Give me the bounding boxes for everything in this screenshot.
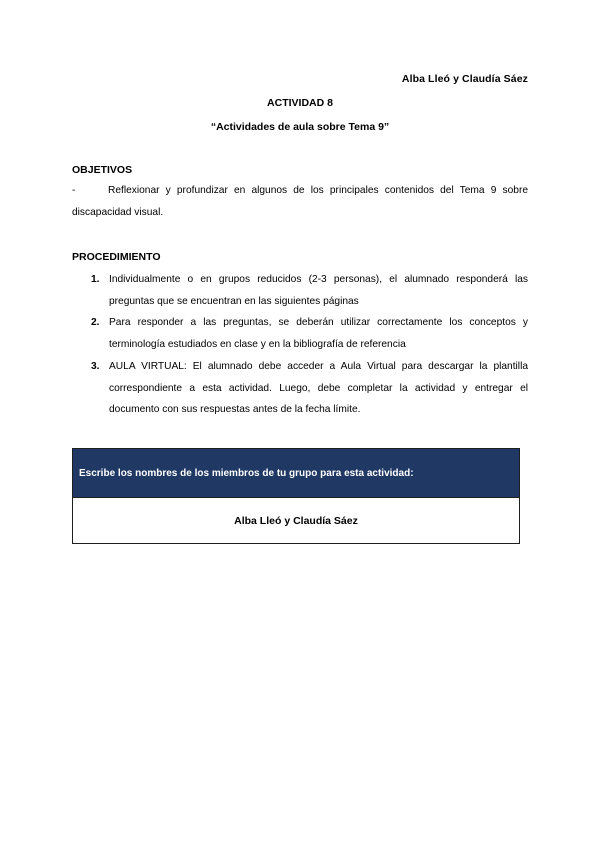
list-item-number: 2.	[91, 317, 100, 329]
list-item-text: Individualmente o en grupos reducidos (2-3 personas), el alumnado responderá las preguntas que se encuentran en las siguientes páginas	[109, 274, 528, 307]
objetivos-bullet: -	[72, 185, 76, 196]
list-item	[72, 312, 528, 355]
list-item	[72, 356, 528, 421]
procedimiento-list	[72, 269, 528, 421]
list-item-number: 1.	[91, 274, 100, 285]
author-names: Alba Lleó y Claudía Sáez	[401, 73, 528, 85]
activity-title: ACTIVIDAD 8	[267, 97, 333, 109]
group-members-prompt: Escribe los nombres de los miembros de tu grupo para esta actividad:	[73, 449, 519, 498]
group-members-answer[interactable]: Alba Lleó y Claudía Sáez	[234, 514, 358, 527]
group-members-table	[72, 448, 520, 544]
objetivos-heading: OBJETIVOS	[72, 164, 133, 176]
list-item-text: Para responder a las preguntas, se deberán utilizar correctamente los conceptos y terminología estudiados en clase y en la bibliografía de referencia	[109, 317, 528, 351]
objetivos-paragraph	[72, 180, 528, 224]
activity-subtitle: “Actividades de aula sobre Tema 9”	[210, 121, 390, 133]
list-item-number: 3.	[91, 360, 100, 372]
procedimiento-heading: PROCEDIMIENTO	[72, 251, 161, 263]
list-item	[72, 269, 528, 312]
list-item-text: AULA VIRTUAL: El alumnado debe acceder a Aula Virtual para descargar la plantilla correspondiente a esta actividad. Luego, debe completar la actividad y entregar el documento con sus respuestas antes de la fecha límite.	[109, 360, 528, 416]
objetivos-text: Reflexionar y profundizar en algunos de los principales contenidos del Tema 9 sobre discapacidad visual.	[72, 185, 528, 218]
